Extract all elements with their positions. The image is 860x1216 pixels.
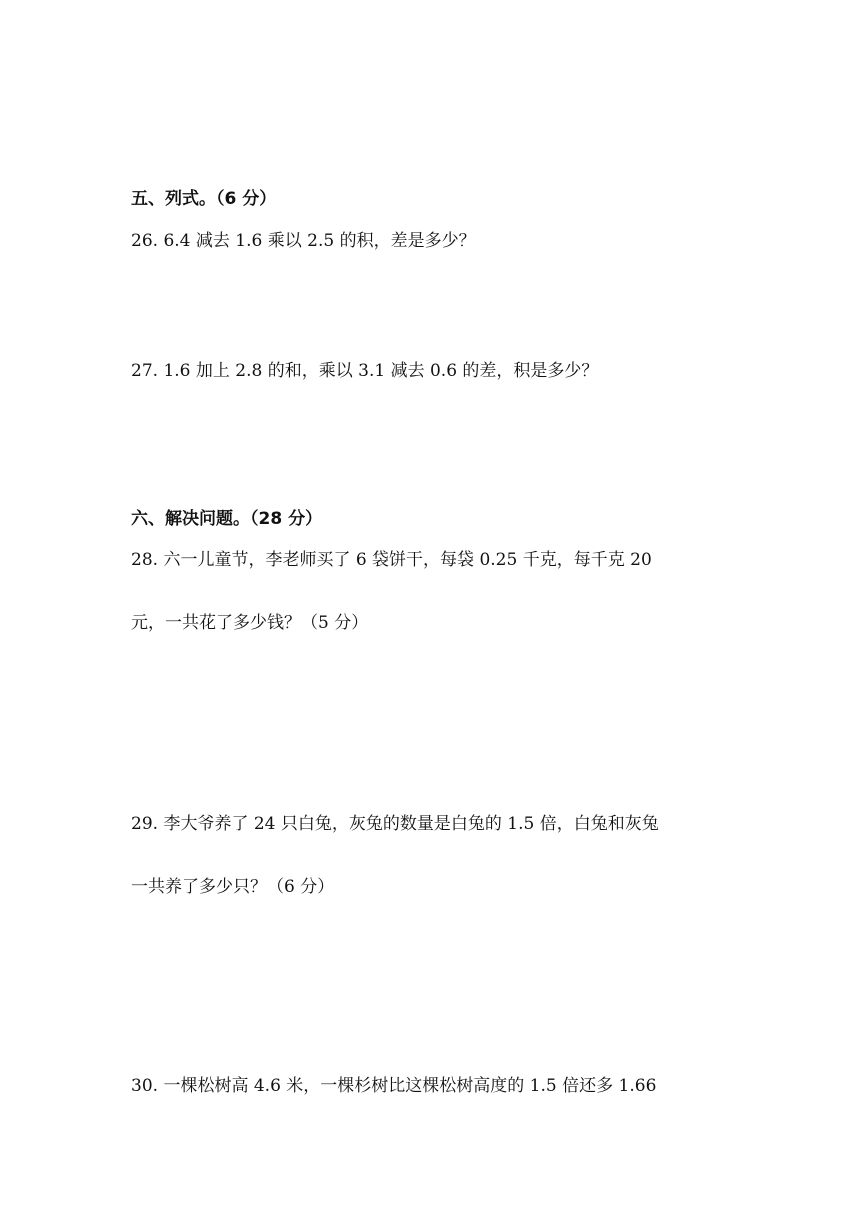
question-29-line-2: 一共养了多少只？（6 分） [131,877,335,897]
section-6-title: 六、解决问题。（28 分） [131,509,323,529]
question-28-line-2: 元，一共花了多少钱？（5 分） [131,613,369,633]
question-26: 26. 6.4 减去 1.6 乘以 2.5 的积，差是多少？ [131,231,476,251]
question-30-line-1: 30. 一棵松树高 4.6 米，一棵杉树比这棵松树高度的 1.5 倍还多 1.66 [131,1076,657,1096]
question-27: 27. 1.6 加上 2.8 的和，乘以 3.1 减去 0.6 的差，积是多少？ [131,361,599,381]
question-29-line-1: 29. 李大爷养了 24 只白兔，灰兔的数量是白兔的 1.5 倍，白兔和灰兔 [131,814,659,834]
question-28-line-1: 28. 六一儿童节，李老师买了 6 袋饼干，每袋 0.25 千克，每千克 20 [131,550,652,570]
section-5-title: 五、列式。（6 分） [131,189,277,209]
